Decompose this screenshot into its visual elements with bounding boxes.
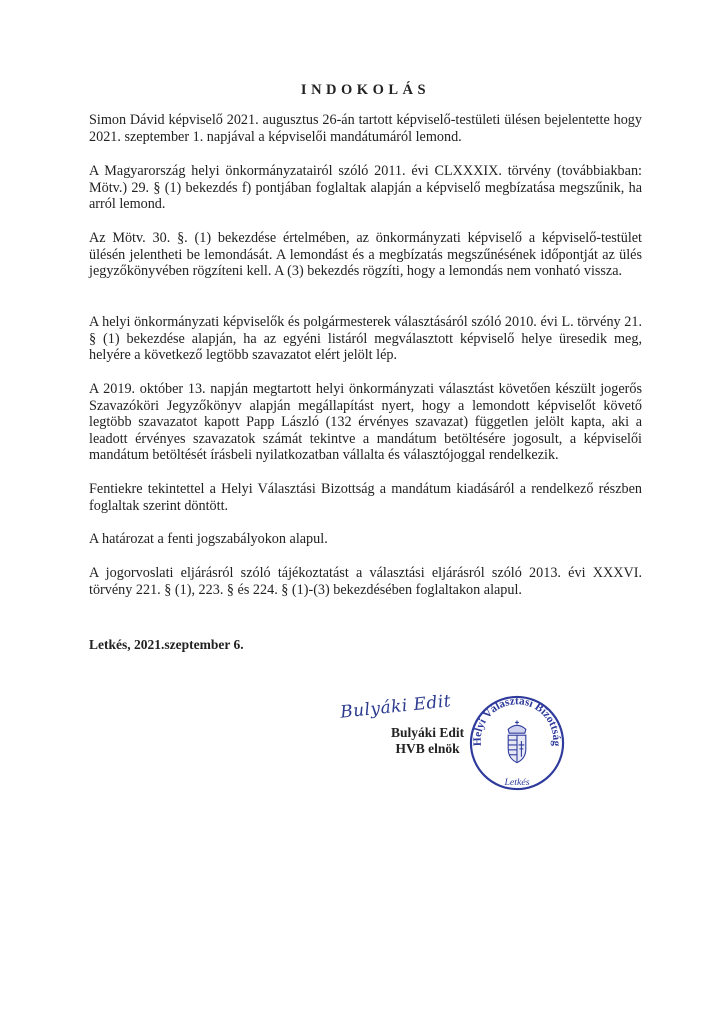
paragraph-election-law: A helyi önkormányzati képviselők és polgármesterek választásáról szóló 2010. évi L. törvény 21. § (1) bekezdése alapján, ha az egyéni listáról megválasztott képviselő helye üresedik meg, helyére a következő legtöbb szavazatot elért jelölt lép. [89, 314, 642, 364]
paragraph-remedy: A jogorvoslati eljárásról szóló tájékoztatást a választási eljárásról szóló 2013. évi XXXVI. törvény 221. § (1), 223. § és 224. § (1)-(3) bekezdésében foglaltakon alapul. [89, 565, 642, 598]
paragraph-resignation: Simon Dávid képviselő 2021. augusztus 26-án tartott képviselő-testületi ülésen bejelentette hogy 2021. szeptember 1. napjával a képviselői mandátumáról lemond. [89, 112, 642, 145]
signatory-block [391, 725, 464, 757]
paragraph-election-result: A 2019. október 13. napján megtartott helyi önkormányzati választást követően készült jogerős Szavazóköri Jegyzőkönyv alapján megállapítást nyert, hogy a lemondott képviselőt követő legtöbb szavazatot kapott Papp László (132 érvényes szavazat) független jelölt kapta, aki a leadott érvényes szavazatok számát tekintve a mandátum betöltésére jogosult, a képviselői mandátum betöltését írásbeli nyilatkozatban vállalta és választójoggal rendelkezik. [89, 381, 642, 464]
place-and-date: Letkés, 2021.szeptember 6. [89, 637, 244, 652]
official-stamp [468, 694, 566, 792]
document-title: INDOKOLÁS [300, 82, 431, 98]
paragraph-legal-basis: A határozat a fenti jogszabályokon alapul. [89, 531, 328, 547]
paragraph-mötv-30: Az Mötv. 30. §. (1) bekezdése értelmében, az önkormányzati képviselő a képviselő-testület ülésén jelentheti be lemondását. A lemondást és a megbízatás megszűnésének időpontját az ülés jegyzőkönyvében rögzíteni kell. A (3) bekezdés rögzíti, hogy a lemondás nem vonható vissza. [89, 230, 642, 280]
signatory-name: Bulyáki Edit [391, 725, 465, 740]
paragraph-decision: Fentiekre tekintettel a Helyi Választási Bizottság a mandátum kiadásáról a rendelkező részben foglaltak szerint döntött. [89, 481, 642, 514]
signatory-role: HVB elnök [395, 741, 460, 756]
stamp-top-text: Helyi Választási Bizottság [471, 695, 563, 747]
handwritten-signature: Bulyáki Edit [339, 691, 453, 723]
paragraph-mötv-29: A Magyarország helyi önkormányzatairól szóló 2011. évi CLXXXIX. törvény (továbbiakban: Mötv.) 29. § (1) bekezdés f) pontjában foglaltak alapján a képviselő megbízatása megszűnik, ha arról lemond. [89, 163, 642, 213]
hungarian-coat-of-arms-icon [508, 720, 526, 762]
stamp-bottom-text: Letkés [504, 777, 530, 789]
